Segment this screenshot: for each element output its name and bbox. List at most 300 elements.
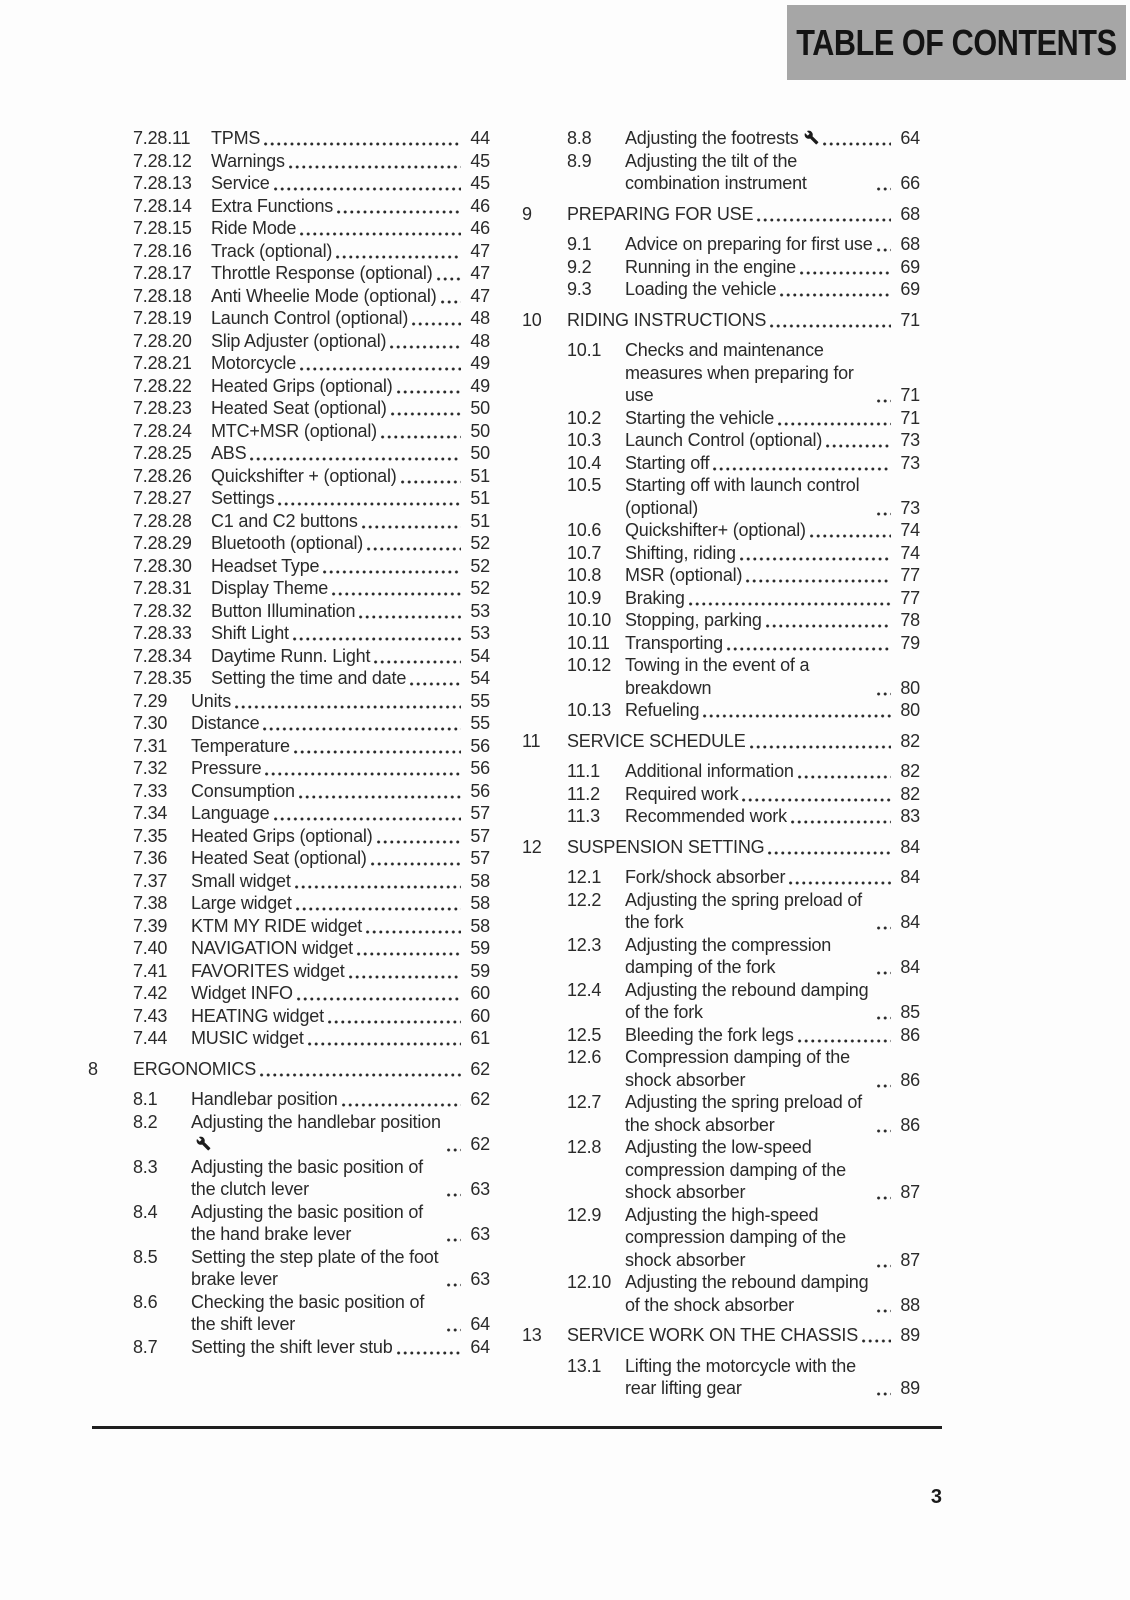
toc-entry-title: Widget INFO	[191, 983, 293, 1003]
toc-entry-number: 8.9	[567, 150, 592, 171]
toc-entry-title-wrap	[211, 622, 464, 645]
toc-entry-number: 7.28.28	[133, 510, 192, 531]
toc-entry-page: 84	[900, 836, 920, 857]
toc-entry-page: 50	[470, 420, 490, 441]
toc-entry-title-wrap	[211, 397, 464, 420]
toc-entry-title-wrap	[567, 203, 894, 226]
dot-leader	[337, 210, 461, 214]
toc-entry-page: 64	[470, 1336, 490, 1357]
toc-entry-number: 10.5	[567, 475, 602, 495]
toc-entry-title-wrap	[211, 420, 464, 443]
toc-entry-title-wrap	[567, 1324, 894, 1347]
toc-entry-number: 12.9	[567, 1204, 602, 1225]
toc-entry	[88, 352, 490, 375]
toc-entry-number: 11.1	[567, 761, 600, 781]
toc-entry-page: 71	[900, 385, 920, 405]
toc-entry-title-wrap	[625, 979, 894, 1024]
toc-entry-number: 10.9	[567, 587, 602, 608]
toc-entry-number: 11	[522, 730, 541, 751]
toc-entry-title-wrap	[211, 217, 464, 240]
dot-leader	[447, 1283, 461, 1287]
toc-entry-title-wrap	[211, 532, 464, 555]
toc-entry-number: 7.39	[133, 915, 168, 936]
toc-entry-number: 7.31	[133, 735, 168, 756]
dot-leader	[877, 1264, 891, 1268]
toc-entry-page: 63	[470, 1269, 490, 1289]
toc-entry-title-wrap	[191, 1201, 464, 1246]
toc-entry-title: Heated Grips (optional)	[211, 375, 393, 396]
toc-entry-number: 7.28.20	[133, 330, 192, 351]
toc-entry-title: Recommended work	[625, 806, 787, 826]
toc-entry-title: Heated Seat (optional)	[191, 848, 367, 868]
toc-entry	[522, 519, 920, 542]
toc-entry-title-wrap	[211, 487, 464, 510]
toc-entry-page: 84	[900, 957, 920, 977]
toc-entry	[88, 915, 490, 938]
toc-entry	[88, 892, 490, 915]
dot-leader	[800, 271, 891, 275]
toc-entry	[522, 1091, 920, 1136]
toc-entry-page: 87	[900, 1249, 920, 1270]
toc-entry-title: Shift Light	[211, 623, 289, 643]
toc-entry-title: Advice on preparing for first use	[625, 234, 873, 254]
toc-entry-title-wrap	[625, 699, 894, 722]
toc-entry-title-wrap	[211, 285, 464, 308]
toc-entry-title: Button Illumination	[211, 600, 356, 621]
toc-entry-title: Starting off	[625, 452, 710, 473]
toc-entry	[88, 1336, 490, 1359]
toc-entry-number: 9.1	[567, 234, 592, 254]
dot-leader	[798, 775, 891, 779]
toc-entry	[88, 960, 490, 983]
toc-entry	[522, 127, 920, 150]
dot-leader	[235, 705, 461, 709]
toc-entry	[88, 1058, 490, 1081]
dot-leader	[823, 142, 891, 146]
toc-entry-title-wrap	[625, 783, 894, 806]
toc-entry-page: 51	[470, 465, 490, 486]
toc-entry-title-wrap	[211, 330, 464, 353]
dot-leader	[412, 322, 461, 326]
toc-entry-page: 69	[900, 279, 920, 299]
toc-entry-page: 47	[470, 285, 490, 306]
toc-entry-title: Stopping, parking	[625, 610, 762, 630]
toc-entry-title-wrap	[191, 802, 464, 825]
toc-entry-title: KTM MY RIDE widget	[191, 915, 363, 936]
toc-entry	[88, 442, 490, 465]
toc-entry-number: 10.12	[567, 655, 612, 675]
toc-entry-title: Adjusting the handlebar position	[191, 1111, 443, 1156]
dot-leader	[377, 840, 462, 844]
toc-entry-title: Checking the basic position of the shift lever	[191, 1291, 425, 1334]
toc-entry-title-wrap	[625, 934, 894, 979]
toc-entry-title-wrap	[625, 407, 894, 430]
toc-entry-number: 7.28.34	[133, 645, 192, 666]
toc-entry-number: 10.3	[567, 430, 602, 450]
dot-leader	[289, 165, 461, 169]
toc-entry	[88, 285, 490, 308]
toc-entry-title: Adjusting the footrests	[625, 127, 819, 150]
toc-entry-page: 86	[900, 1069, 920, 1090]
dot-leader	[308, 1042, 461, 1046]
toc-entry-page: 64	[470, 1314, 490, 1334]
dot-leader	[349, 975, 461, 979]
toc-entry-title: ABS	[211, 443, 247, 463]
toc-entry-number: 7.42	[133, 983, 168, 1003]
toc-entry-title-wrap	[625, 474, 894, 519]
toc-entry-title-wrap	[191, 780, 464, 803]
toc-entry	[522, 452, 920, 475]
toc-column-right	[522, 127, 920, 1400]
toc-entry-page: 52	[470, 533, 490, 553]
toc-entry-title: Handlebar position	[191, 1089, 338, 1109]
dot-leader	[295, 885, 461, 889]
dot-leader	[810, 534, 891, 538]
toc-entry	[522, 587, 920, 610]
toc-entry-title-wrap	[625, 866, 894, 889]
toc-entry	[88, 600, 490, 623]
toc-entry-title-wrap	[625, 760, 894, 783]
toc-entry-title: Setting the time and date	[211, 668, 407, 688]
toc-entry	[88, 532, 490, 555]
toc-entry-title-wrap	[211, 150, 464, 173]
toc-entry-page: 74	[900, 520, 920, 540]
toc-entry-number: 7.28.19	[133, 308, 192, 328]
toc-entry-page: 49	[470, 353, 490, 373]
toc-entry-page: 45	[470, 150, 490, 171]
toc-entry-title-wrap	[211, 510, 464, 533]
toc-entry-title: Large widget	[191, 893, 292, 913]
toc-entry-title-wrap	[211, 172, 464, 195]
toc-entry	[88, 1291, 490, 1336]
toc-entry	[522, 1136, 920, 1204]
toc-entry-title: RIDING INSTRUCTIONS	[567, 309, 767, 330]
toc-entry-page: 86	[900, 1024, 920, 1045]
dot-leader	[441, 300, 461, 304]
toc-entry-title: Braking	[625, 587, 685, 608]
wrench-icon	[804, 130, 819, 145]
toc-entry-title-wrap	[625, 889, 894, 934]
toc-entry-title: Refueling	[625, 700, 700, 720]
toc-entry-page: 46	[470, 218, 490, 238]
toc-entry-title: Loading the vehicle	[625, 279, 777, 299]
dot-leader	[278, 502, 461, 506]
toc-entry-page: 60	[470, 983, 490, 1003]
toc-entry-page: 49	[470, 375, 490, 396]
toc-entry-title-wrap	[625, 233, 894, 256]
toc-entry-number: 11.3	[567, 806, 600, 826]
toc-entry	[88, 667, 490, 690]
dot-leader	[367, 547, 461, 551]
toc-entry-title-wrap	[211, 195, 464, 218]
toc-entry-page: 59	[470, 960, 490, 981]
toc-entry-title-wrap	[191, 735, 464, 758]
toc-entry-title: ERGONOMICS	[133, 1058, 257, 1079]
toc-entry-page: 58	[470, 915, 490, 936]
toc-entry	[522, 429, 920, 452]
toc-entry-title-wrap	[191, 915, 464, 938]
toc-entry-title: Track (optional)	[211, 240, 333, 261]
dot-leader	[877, 1309, 891, 1313]
toc-entry	[522, 1046, 920, 1091]
toc-entry-number: 12.6	[567, 1047, 602, 1067]
toc-entry-title: Fork/shock absorber	[625, 867, 786, 887]
toc-entry-title-wrap	[625, 452, 894, 475]
toc-entry-number: 12.2	[567, 889, 602, 910]
toc-entry-page: 88	[900, 1294, 920, 1315]
toc-entry	[88, 375, 490, 398]
toc-entry-number: 9	[522, 203, 532, 224]
toc-entry	[522, 783, 920, 806]
dot-leader	[274, 187, 461, 191]
toc-entry-title-wrap	[191, 847, 464, 870]
toc-entry	[522, 150, 920, 195]
toc-entry-number: 7.29	[133, 690, 168, 711]
toc-entry-page: 47	[470, 263, 490, 283]
toc-entry-number: 7.28.13	[133, 173, 192, 193]
toc-entry-page: 48	[470, 330, 490, 351]
toc-entry	[522, 889, 920, 934]
toc-entry-number: 7.28.21	[133, 353, 192, 373]
toc-entry-title: TPMS	[211, 128, 261, 148]
toc-entry-number: 10.8	[567, 565, 602, 585]
toc-entry-number: 7.28.33	[133, 623, 192, 643]
page-number: 3	[930, 1486, 942, 1508]
dot-leader	[323, 570, 461, 574]
toc-entry-title-wrap	[567, 309, 894, 332]
dot-leader	[789, 881, 891, 885]
toc-entry-number: 12.1	[567, 867, 602, 887]
toc-entry-number: 8.8	[567, 128, 592, 148]
toc-entry-number: 12.8	[567, 1137, 602, 1157]
toc-entry-page: 57	[470, 803, 490, 823]
toc-entry	[88, 420, 490, 443]
dot-leader	[778, 422, 891, 426]
toc-entry-title: Adjusting the basic position of the hand brake lever	[191, 1201, 423, 1244]
dot-leader	[877, 1129, 891, 1133]
toc-entry	[522, 1204, 920, 1272]
toc-entry-title-wrap	[567, 836, 894, 859]
toc-entry-number: 7.28.31	[133, 578, 192, 598]
toc-entry-number: 8.7	[133, 1336, 158, 1357]
toc-entry	[522, 1271, 920, 1316]
toc-entry-title-wrap	[625, 632, 894, 655]
dot-leader	[328, 1020, 461, 1024]
toc-entry-number: 7.32	[133, 758, 168, 778]
dot-leader	[293, 637, 461, 641]
toc-entry-page: 66	[900, 173, 920, 193]
toc-entry-title-wrap	[625, 339, 894, 407]
toc-entry	[88, 127, 490, 150]
toc-entry	[522, 1324, 920, 1347]
toc-entry-title-wrap	[625, 127, 894, 150]
dot-leader	[770, 324, 891, 328]
toc-entry-page: 62	[470, 1058, 490, 1079]
dot-leader	[391, 412, 461, 416]
toc-entry-title: Headset Type	[211, 555, 320, 576]
dot-leader	[296, 907, 461, 911]
toc-entry-title: MTC+MSR (optional)	[211, 420, 377, 441]
toc-entry-title-wrap	[191, 892, 464, 915]
page-header	[787, 5, 1126, 80]
toc-entry-title-wrap	[191, 1027, 464, 1050]
toc-entry-title-wrap	[191, 982, 464, 1005]
toc-entry	[522, 407, 920, 430]
toc-entry-page: 89	[900, 1325, 920, 1345]
toc-entry-page: 73	[900, 452, 920, 473]
dot-leader	[689, 602, 891, 606]
toc-entry	[88, 645, 490, 668]
toc-entry-page: 56	[470, 735, 490, 756]
toc-entry	[522, 1024, 920, 1047]
toc-entry	[88, 1246, 490, 1291]
toc-entry	[88, 240, 490, 263]
toc-entry-number: 8.6	[133, 1291, 158, 1312]
toc-entry-page: 71	[900, 407, 920, 428]
footer-rule	[92, 1426, 942, 1429]
toc-entry-title-wrap	[191, 690, 464, 713]
toc-entry-page: 82	[900, 761, 920, 781]
toc-entry	[88, 622, 490, 645]
toc-entry-title: Adjusting the tilt of the combination instrument	[625, 150, 807, 193]
dot-leader	[359, 615, 461, 619]
toc-entry-page: 86	[900, 1114, 920, 1135]
dot-leader	[877, 926, 891, 930]
toc-entry	[522, 805, 920, 828]
dot-leader	[336, 255, 461, 259]
dot-leader	[297, 997, 461, 1001]
toc-entry-number: 12.4	[567, 979, 602, 1000]
toc-entry-title-wrap	[211, 667, 464, 690]
dot-leader	[798, 1039, 891, 1043]
toc-entry-title-wrap	[625, 609, 894, 632]
toc-entry-title: Lifting the motorcycle with the rear lifting gear	[625, 1355, 856, 1398]
toc-entry-page: 68	[900, 203, 920, 224]
toc-entry-page: 69	[900, 256, 920, 277]
toc-entry-number: 7.28.26	[133, 465, 192, 486]
toc-entry	[88, 780, 490, 803]
toc-entry-title-wrap	[211, 555, 464, 578]
toc-entry-page: 45	[470, 173, 490, 193]
toc-entry-page: 82	[900, 730, 920, 751]
toc-entry-number: 7.34	[133, 803, 168, 823]
toc-entry-title: Required work	[625, 783, 739, 804]
dot-leader	[791, 820, 891, 824]
toc-entry-page: 58	[470, 893, 490, 913]
dot-leader	[447, 1238, 461, 1242]
toc-entry-title-wrap	[625, 1091, 894, 1136]
toc-entry-title: Display Theme	[211, 578, 329, 598]
toc-entry-title-wrap	[625, 542, 894, 565]
toc-entry-number: 7.28.32	[133, 600, 192, 621]
toc-entry-number: 11.2	[567, 783, 600, 804]
toc-entry-title: Settings	[211, 488, 275, 508]
toc-entry-number: 12	[522, 836, 542, 857]
toc-entry-title-wrap	[211, 375, 464, 398]
toc-entry-number: 7.33	[133, 780, 168, 801]
toc-entry	[88, 1005, 490, 1028]
dot-leader	[750, 745, 891, 749]
toc-entry-number: 10.1	[567, 340, 602, 360]
toc-entry-number: 7.28.30	[133, 555, 192, 576]
toc-entry	[522, 934, 920, 979]
toc-entry-title: Small widget	[191, 870, 291, 891]
wrench-icon	[196, 1136, 211, 1151]
dot-leader	[366, 930, 461, 934]
toc-entry-number: 12.3	[567, 934, 602, 955]
toc-entry-title: Towing in the event of a breakdown	[625, 655, 810, 698]
toc-entry-number: 8.1	[133, 1089, 158, 1109]
toc-entry-title-wrap	[133, 1058, 464, 1081]
toc-entry-number: 7.28.27	[133, 488, 192, 508]
toc-entry-number: 10	[522, 309, 542, 330]
toc-entry-number: 12.10	[567, 1272, 612, 1292]
toc-entry	[88, 577, 490, 600]
toc-entry-page: 55	[470, 690, 490, 711]
toc-entry-title-wrap	[191, 1291, 464, 1336]
toc-entry	[522, 654, 920, 699]
toc-entry-number: 7.28.35	[133, 668, 192, 688]
toc-entry-title-wrap	[625, 1271, 894, 1316]
toc-entry-page: 60	[470, 1005, 490, 1026]
toc-entry-number: 7.44	[133, 1028, 168, 1048]
dot-leader	[877, 1084, 891, 1088]
dot-leader	[877, 1392, 891, 1396]
dot-leader	[260, 1073, 461, 1077]
toc-entry-title-wrap	[211, 262, 464, 285]
dot-leader	[274, 817, 462, 821]
toc-entry-page: 50	[470, 398, 490, 418]
toc-entry-title: SUSPENSION SETTING	[567, 836, 765, 857]
toc-entry-title-wrap	[211, 127, 464, 150]
toc-entry	[522, 979, 920, 1024]
toc-entry-page: 82	[900, 783, 920, 804]
toc-entry-page: 80	[900, 677, 920, 698]
toc-entry-number: 12.5	[567, 1024, 602, 1045]
toc-entry-title-wrap	[191, 1156, 464, 1201]
toc-entry-page: 83	[900, 806, 920, 826]
toc-entry	[88, 735, 490, 758]
toc-entry-title: Slip Adjuster (optional)	[211, 330, 387, 351]
dot-leader	[300, 367, 461, 371]
toc-entry-title: Running in the engine	[625, 256, 796, 277]
toc-entry-page: 64	[900, 128, 920, 148]
toc-entry-title: Extra Functions	[211, 195, 334, 216]
dot-leader	[447, 1193, 461, 1197]
dot-leader	[766, 624, 891, 628]
toc-entry-number: 8.4	[133, 1201, 158, 1222]
dot-leader	[371, 862, 461, 866]
toc-entry-title: SERVICE WORK ON THE CHASSIS	[567, 1325, 858, 1345]
toc-entry-page: 48	[470, 308, 490, 328]
toc-entry-title: Setting the step plate of the foot brake lever	[191, 1246, 439, 1289]
toc-entry-title-wrap	[191, 1111, 464, 1156]
toc-entry	[88, 262, 490, 285]
toc-entry-title: Starting off with launch control (optional)	[625, 475, 860, 518]
toc-entry-title: HEATING widget	[191, 1005, 324, 1026]
toc-entry	[522, 474, 920, 519]
dot-leader	[447, 1328, 461, 1332]
toc-entry-number: 10.10	[567, 610, 612, 630]
toc-entry	[88, 307, 490, 330]
dot-leader	[374, 660, 461, 664]
toc-entry-page: 51	[470, 510, 490, 531]
dot-leader	[757, 218, 891, 222]
toc-entry	[522, 699, 920, 722]
toc-entry-title-wrap	[191, 1005, 464, 1028]
toc-entry-number: 10.2	[567, 407, 602, 428]
toc-entry-title: Adjusting the rebound damping of the fork	[625, 979, 869, 1022]
